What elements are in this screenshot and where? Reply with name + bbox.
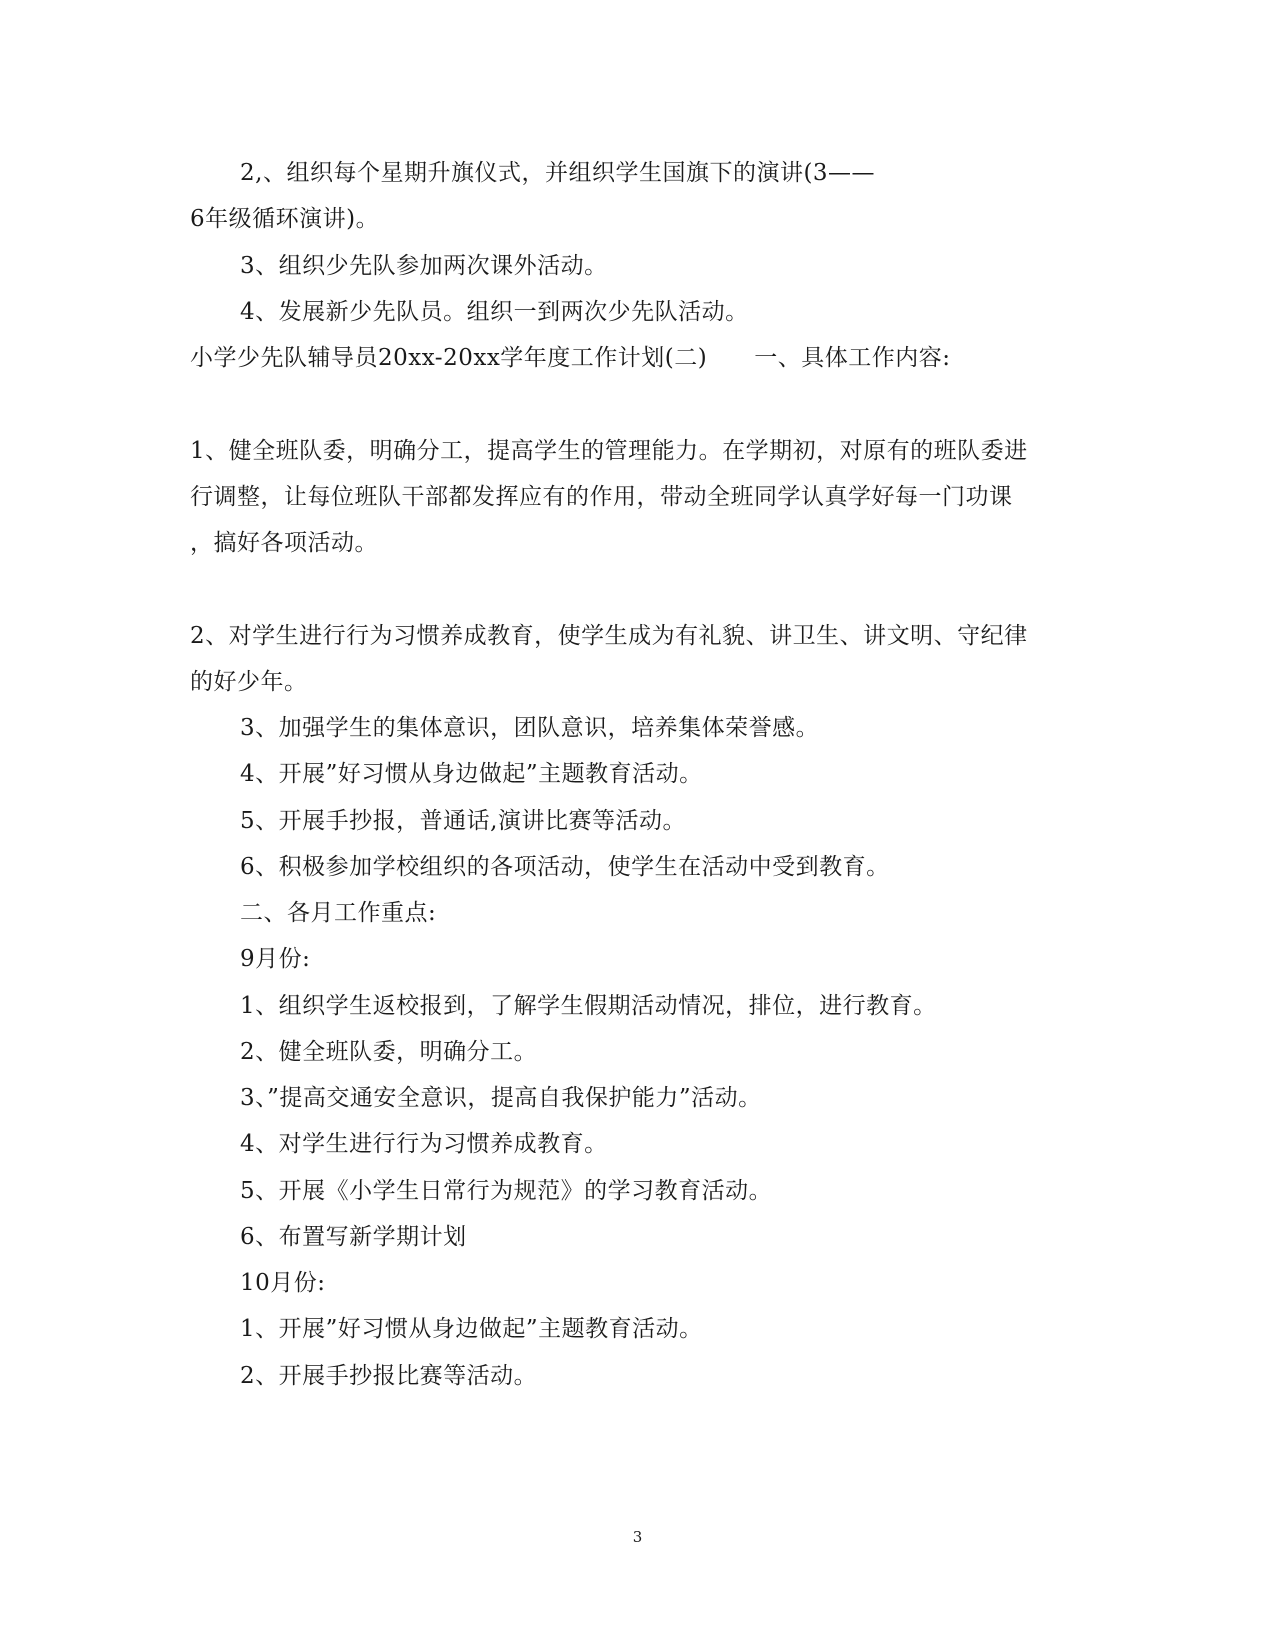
text-line: 3、加强学生的集体意识，团队意识，培养集体荣誉感。 bbox=[240, 715, 820, 741]
section-heading: 二、各月工作重点: bbox=[240, 900, 437, 926]
text-line: 1、开展”好习惯从身边做起”主题教育活动。 bbox=[240, 1316, 703, 1342]
text-line: 2、开展手抄报比赛等活动。 bbox=[240, 1363, 538, 1389]
text-line: 5、开展手抄报，普通话,演讲比赛等活动。 bbox=[240, 808, 686, 834]
text-line: 1、健全班队委，明确分工，提高学生的管理能力。在学期初，对原有的班队委进 bbox=[190, 438, 1028, 464]
text-line: 行调整，让每位班队干部都发挥应有的作用，带动全班同学认真学好每一门功课 bbox=[190, 484, 1013, 510]
text-line: 2、健全班队委，明确分工。 bbox=[240, 1039, 538, 1065]
text-line: 6、布置写新学期计划 bbox=[240, 1224, 467, 1250]
section-title: 小学少先队辅导员20xx-20xx学年度工作计划(二) 一、具体工作内容: bbox=[190, 345, 951, 371]
text-line: 4、开展”好习惯从身边做起”主题教育活动。 bbox=[240, 761, 703, 787]
month-heading: 9月份: bbox=[240, 946, 311, 972]
text-line: 5、开展《小学生日常行为规范》的学习教育活动。 bbox=[240, 1178, 773, 1204]
page-number: 3 bbox=[632, 1528, 643, 1546]
text-line: 2、对学生进行行为习惯养成教育，使学生成为有礼貌、讲卫生、讲文明、守纪律 bbox=[190, 623, 1028, 649]
text-line: 的好少年。 bbox=[190, 669, 308, 695]
text-line: 2,、组织每个星期升旗仪式，并组织学生国旗下的演讲(3—— bbox=[240, 160, 876, 186]
text-line: 1、组织学生返校报到，了解学生假期活动情况，排位，进行教育。 bbox=[240, 993, 937, 1019]
text-line: 3、组织少先队参加两次课外活动。 bbox=[240, 253, 608, 279]
text-line: 6年级循环演讲)。 bbox=[190, 206, 380, 232]
text-line: 4、对学生进行行为习惯养成教育。 bbox=[240, 1131, 608, 1157]
text-line: ，搞好各项活动。 bbox=[190, 530, 378, 556]
text-line: 4、发展新少先队员。组织一到两次少先队活动。 bbox=[240, 299, 749, 325]
text-line: 6、积极参加学校组织的各项活动，使学生在活动中受到教育。 bbox=[240, 854, 890, 880]
month-heading: 10月份: bbox=[240, 1270, 326, 1296]
text-line: 3、”提高交通安全意识，提高自我保护能力”活动。 bbox=[240, 1085, 762, 1111]
